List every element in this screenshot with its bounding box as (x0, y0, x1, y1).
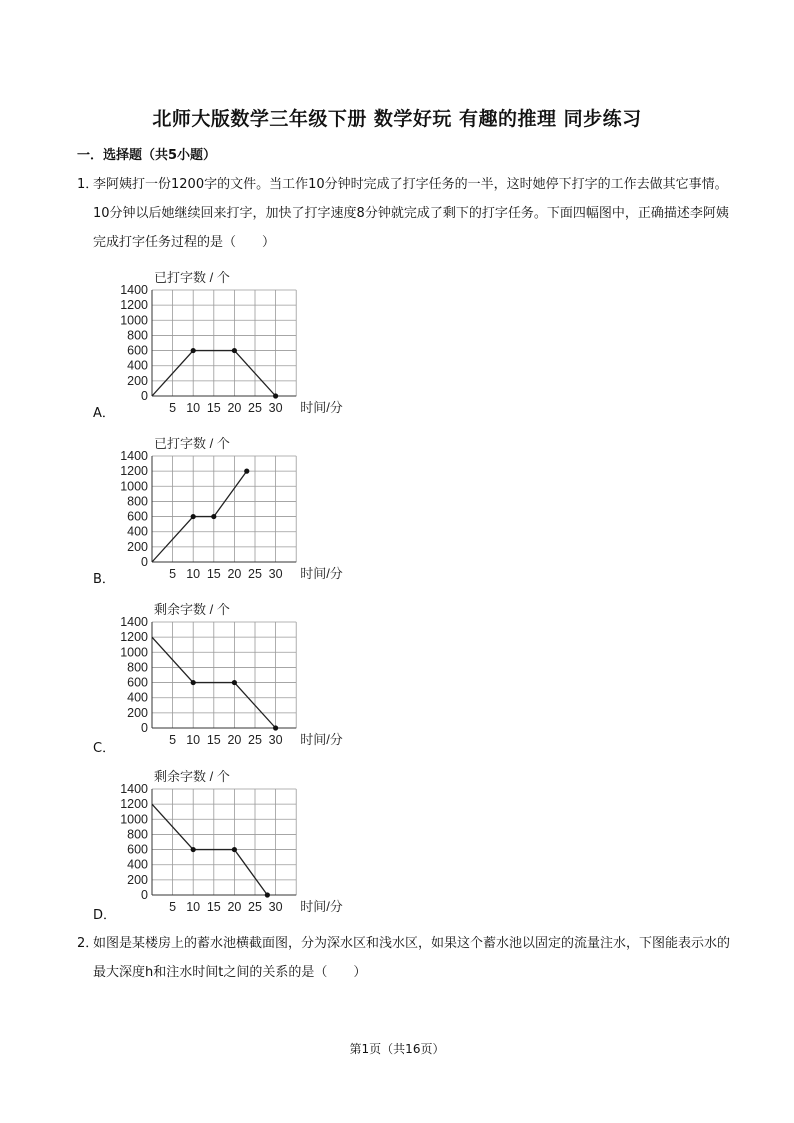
chart-svg (118, 432, 358, 584)
data-point (191, 847, 196, 852)
y-tick-label: 600 (127, 343, 148, 358)
x-tick-label: 30 (268, 401, 283, 415)
x-tick-label: 5 (169, 401, 177, 415)
data-point (232, 847, 237, 852)
x-tick-label: 25 (248, 567, 262, 581)
y-tick-label: 200 (127, 872, 148, 887)
y-tick-label: 800 (127, 494, 148, 509)
y-tick-label: 1400 (120, 615, 148, 629)
y-tick-label: 1200 (120, 464, 148, 479)
x-tick-label: 10 (186, 567, 201, 581)
y-tick-label: 0 (141, 888, 148, 902)
data-point (232, 680, 237, 685)
y-axis-label: 剩余字数 / 个 (154, 602, 230, 617)
x-tick-label: 10 (186, 401, 201, 415)
y-tick-label: 1000 (120, 812, 148, 827)
x-tick-label: 25 (248, 733, 262, 747)
y-tick-label: 200 (127, 705, 148, 720)
x-tick-label: 5 (169, 567, 177, 581)
y-axis-label: 剩余字数 / 个 (154, 769, 230, 784)
chart-svg (118, 765, 358, 917)
x-axis-label: 时间/分 (300, 732, 343, 747)
chart-svg (118, 598, 358, 750)
x-tick-label: 20 (227, 401, 242, 415)
y-axis-label: 已打字数 / 个 (154, 436, 230, 451)
y-tick-label: 1400 (120, 283, 148, 297)
x-axis-label: 时间/分 (300, 899, 343, 914)
x-tick-label: 20 (227, 733, 242, 747)
question-1 (77, 170, 733, 257)
y-tick-label: 600 (127, 842, 148, 857)
x-tick-label: 10 (186, 900, 201, 914)
data-point (273, 393, 278, 398)
option-label-b: B． (93, 572, 115, 587)
y-tick-label: 0 (141, 389, 148, 403)
x-tick-label: 30 (268, 733, 283, 747)
section-heading: 一．选择题（共5小题） (77, 148, 217, 163)
x-tick-label: 30 (268, 900, 283, 914)
x-tick-label: 15 (206, 567, 221, 581)
x-tick-label: 20 (227, 567, 242, 581)
y-tick-label: 400 (127, 524, 148, 539)
chart-option-a (118, 266, 358, 422)
x-tick-label: 25 (248, 900, 262, 914)
y-tick-label: 0 (141, 721, 148, 735)
y-tick-label: 1200 (120, 630, 148, 645)
x-tick-label: 15 (206, 401, 221, 415)
y-tick-label: 400 (127, 857, 148, 872)
chart-svg (118, 266, 358, 418)
y-tick-label: 1400 (120, 782, 148, 796)
y-tick-label: 600 (127, 675, 148, 690)
y-tick-label: 800 (127, 660, 148, 675)
x-tick-label: 15 (206, 733, 221, 747)
x-axis-label: 时间/分 (300, 400, 343, 415)
chart-option-d (118, 765, 358, 921)
y-tick-label: 1200 (120, 797, 148, 812)
y-tick-label: 1000 (120, 479, 148, 494)
data-point (265, 892, 270, 897)
y-tick-label: 400 (127, 358, 148, 373)
data-point (244, 469, 249, 474)
y-tick-label: 800 (127, 827, 148, 842)
chart-option-c (118, 598, 358, 754)
y-axis-label: 已打字数 / 个 (154, 270, 230, 285)
question-text: 李阿姨打一份1200字的文件。当工作10分钟时完成了打字任务的一半，这时她停下打字的工作去做其它事情。10分钟以后她继续回来打字，加快了打字速度8分钟就完成了剩下的打字任务。下面四幅图中，正确描述李阿姨完成打字任务过程的是（ ） (93, 177, 729, 250)
y-tick-label: 1000 (120, 313, 148, 328)
page-title: 北师大版数学三年级下册 数学好玩 有趣的推理 同步练习 (152, 108, 642, 130)
question-number: 2． (77, 936, 99, 951)
y-tick-label: 0 (141, 555, 148, 569)
x-tick-label: 5 (169, 900, 177, 914)
data-point (211, 514, 216, 519)
option-label-d: D． (93, 908, 117, 923)
y-tick-label: 1000 (120, 645, 148, 660)
x-tick-label: 30 (268, 567, 283, 581)
data-point (273, 725, 278, 730)
chart-option-b (118, 432, 358, 588)
y-tick-label: 400 (127, 690, 148, 705)
x-axis-label: 时间/分 (300, 566, 343, 581)
x-tick-label: 20 (227, 900, 242, 914)
page-footer: 第1页（共16页） (349, 1042, 445, 1056)
option-label-c: C． (93, 741, 116, 756)
y-tick-label: 600 (127, 509, 148, 524)
option-label-a: A． (93, 406, 115, 421)
question-text: 如图是某楼房上的蓄水池横截面图，分为深水区和浅水区，如果这个蓄水池以固定的流量注水，下图能表示水的最大深度h和注水时间t之间的关系的是（ ） (93, 936, 731, 980)
y-tick-label: 1200 (120, 298, 148, 313)
y-tick-label: 200 (127, 373, 148, 388)
data-point (191, 514, 196, 519)
x-tick-label: 10 (186, 733, 201, 747)
x-tick-label: 25 (248, 401, 262, 415)
y-tick-label: 800 (127, 328, 148, 343)
x-tick-label: 15 (206, 900, 221, 914)
data-point (232, 348, 237, 353)
data-point (191, 348, 196, 353)
y-tick-label: 1400 (120, 449, 148, 463)
x-tick-label: 5 (169, 733, 177, 747)
data-point (191, 680, 196, 685)
y-tick-label: 200 (127, 539, 148, 554)
question-2 (77, 929, 733, 987)
question-number: 1． (77, 177, 99, 192)
